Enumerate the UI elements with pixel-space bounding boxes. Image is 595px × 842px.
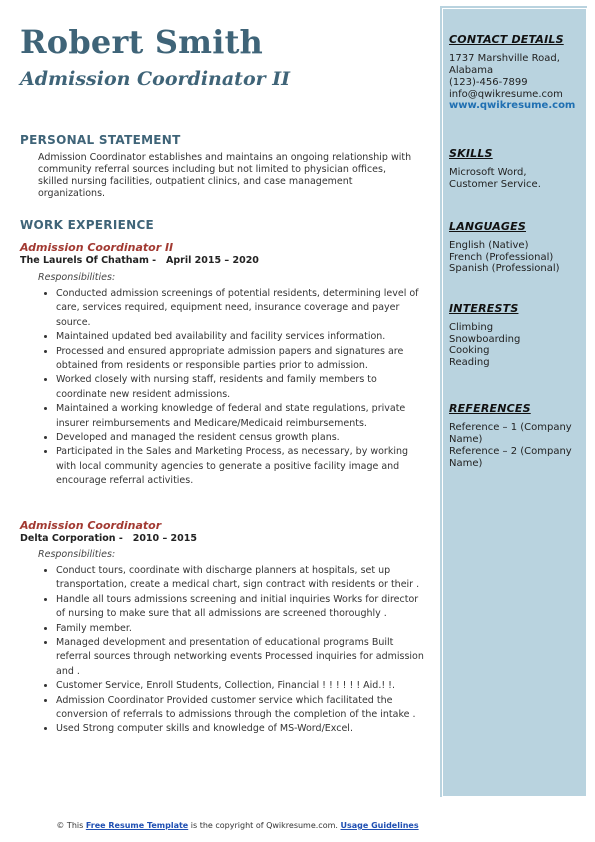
contact-heading: CONTACT DETAILS <box>449 33 564 46</box>
list-item: • Used Strong computer skills and knowledge of MS-Word/Excel. <box>56 722 428 736</box>
resume-title: Admission Coordinator II <box>20 68 291 90</box>
list-item: • Developed and managed the resident census growth plans. <box>56 431 428 445</box>
contact-website-link[interactable]: www.qwikresume.com <box>449 100 576 111</box>
list-item: • Worked closely with nursing staff, residents and family members to coordinate new resident admissions. <box>56 373 428 402</box>
references-heading: REFERENCES <box>449 402 531 415</box>
language-item: French (Professional) <box>449 252 554 263</box>
contact-email[interactable]: info@qwikresume.com <box>449 89 563 100</box>
interest-item: Cooking <box>449 345 490 356</box>
contact-address-line2: Alabama <box>449 65 494 76</box>
skills-heading: SKILLS <box>449 147 493 160</box>
interest-item: Climbing <box>449 322 494 333</box>
work-experience-heading: WORK EXPERIENCE <box>20 218 155 232</box>
job-bullet-list <box>40 287 428 489</box>
list-item: • Participated in the Sales and Marketing Process, as necessary, by working with local community agencies to generate a positive facility image and encourage referral activities. <box>56 445 428 488</box>
contact-phone: (123)-456-7899 <box>449 77 528 88</box>
personal-statement-heading: PERSONAL STATEMENT <box>20 133 181 147</box>
interests-heading: INTERESTS <box>449 302 519 315</box>
list-item: • Processed and ensured appropriate admission papers and signatures are obtained from residents or responsible parties prior to admission. <box>56 345 428 374</box>
skills-line: Customer Service. <box>449 179 541 190</box>
responsibilities-label: Responsibilities: <box>38 272 116 283</box>
language-item: Spanish (Professional) <box>449 263 560 274</box>
languages-heading: LANGUAGES <box>449 220 526 233</box>
job-company-dates: The Laurels Of Chatham - April 2015 – 2020 <box>20 255 259 266</box>
list-item: • Conduct tours, coordinate with discharge planners at hospitals, set up transportation, create a medical chart, sign contract with residents or their . <box>56 564 428 593</box>
language-item: English (Native) <box>449 240 529 251</box>
list-item: • Customer Service, Enroll Students, Collection, Financial ! ! ! ! ! ! Aid.! !. <box>56 679 428 693</box>
list-item: • Maintained a working knowledge of federal and state regulations, private insurer reimbursements and Medicare/Medicaid reimbursements. <box>56 402 428 431</box>
footer-copyright <box>0 821 475 830</box>
resume-name: Robert Smith <box>20 23 264 61</box>
reference-item: Reference – 1 (Company Name) <box>449 422 572 445</box>
job-company-dates: Delta Corporation - 2010 – 2015 <box>20 533 197 544</box>
reference-item: Reference – 2 (Company Name) <box>449 446 572 469</box>
responsibilities-label: Responsibilities: <box>38 549 116 560</box>
personal-statement-text: Admission Coordinator establishes and maintains an ongoing relationship with community referral sources including but not limited to physician offices, skilled nursing facilities, outpatient clinics, and case management organizations. <box>38 152 412 199</box>
contact-address-line1: 1737 Marshville Road, <box>449 53 560 64</box>
list-item: • Managed development and presentation of educational programs Built referral sources through networking events Processed inquiries for admission and . <box>56 636 428 679</box>
usage-guidelines-link[interactable]: Usage Guidelines <box>340 821 419 830</box>
list-item: • Conducted admission screenings of potential residents, determining level of care, services required, equipment need, insurance coverage and payer source. <box>56 287 428 330</box>
job-title: Admission Coordinator II <box>20 241 174 254</box>
skills-line: Microsoft Word, <box>449 167 527 178</box>
job-title: Admission Coordinator <box>20 519 162 532</box>
list-item: • Admission Coordinator Provided customer service which facilitated the conversion of referrals to admissions through the completion of the intake . <box>56 694 428 723</box>
list-item: • Family member. <box>56 622 428 636</box>
footer-middle: is the copyright of Qwikresume.com. <box>188 821 341 830</box>
free-resume-template-link[interactable]: Free Resume Template <box>85 821 189 830</box>
list-item: • Maintained updated bed availability and facility services information. <box>56 330 428 344</box>
job-bullet-list <box>40 564 428 737</box>
interest-item: Snowboarding <box>449 334 521 345</box>
interest-item: Reading <box>449 357 490 368</box>
footer-prefix: © This <box>56 821 86 830</box>
list-item: • Handle all tours admissions screening and initial inquiries Works for director of nursing to make sure that all admissions are screened thoroughly . <box>56 593 428 622</box>
